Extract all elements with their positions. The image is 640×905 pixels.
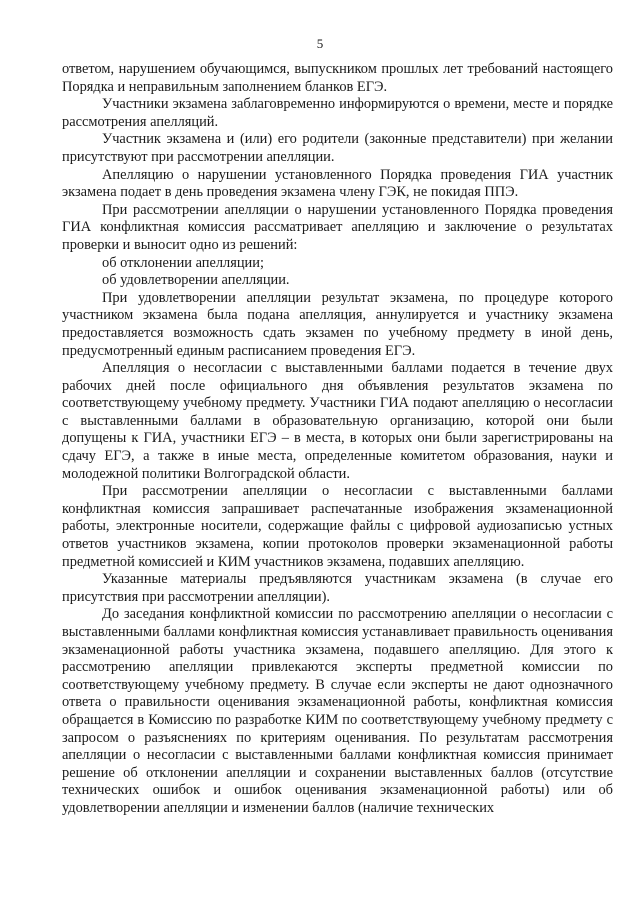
paragraph: При рассмотрении апелляции о несогласии с выставленными баллами конфликтная комиссия запрашивает распечатанные изображения экзаменационной работы, электронные носители, содержащие файлы с цифровой аудиозаписью устных ответов участников экзамена, копии протоколов проверки экзаменационной работы предметной комиссией и КИМ участников экзамена, подавших апелляцию. (62, 483, 613, 570)
decision-option: об удовлетворении апелляции. (102, 272, 290, 289)
paragraph: При рассмотрении апелляции о нарушении установленного Порядка проведения ГИА конфликтная комиссия рассматривает апелляцию и заключение о результатах проверки и выносит одно из решений: (62, 201, 613, 253)
paragraph: Участники экзамена заблаговременно информируются о времени, месте и порядке рассмотрения апелляций. (62, 96, 613, 130)
decision-option: об отклонении апелляции; (102, 254, 264, 271)
paragraph: Участник экзамена и (или) его родители (законные представители) при желании присутствуют при рассмотрении апелляции. (62, 131, 613, 165)
paragraph: Апелляция о несогласии с выставленными баллами подается в течение двух рабочих дней после официального дня объявления результатов экзамена по соответствующему учебному предмету. Участники ГИА подают апелляцию о несогласии с выставленными баллами в образовательную организацию, которой они были допущены к ГИА, участники ЕГЭ – в места, в которых они были зарегистрированы на сдачу ЕГЭ, а также в иные места, определенные комитетом образования, науки и молодежной политики Волгоградской области. (62, 360, 613, 482)
page-number: 5 (316, 36, 324, 51)
paragraph: ответом, нарушением обучающимся, выпускником прошлых лет требований настоящего Порядка и неправильным заполнением бланков ЕГЭ. (62, 61, 613, 95)
paragraph: Апелляцию о нарушении установленного Порядка проведения ГИА участник экзамена подает в день проведения экзамена члену ГЭК, не покидая ППЭ. (62, 166, 613, 201)
paragraph: При удовлетворении апелляции результат экзамена, по процедуре которого участником экзамена была подана апелляция, аннулируется и участнику экзамена предоставляется возможность сдать экзамен по учебному предмету в иной день, предусмотренный единым расписанием проведения ЕГЭ. (62, 289, 613, 359)
paragraph: Указанные материалы предъявляются участникам экзамена (в случае его присутствия при рассмотрении апелляции). (62, 571, 613, 605)
document-body (62, 61, 613, 818)
paragraph: До заседания конфликтной комиссии по рассмотрению апелляции о несогласии с выставленными баллами конфликтная комиссия устанавливает правильность оценивания экзаменационной работы участника экзамена, подавшего апелляцию. Для этого к рассмотрению апелляции привлекаются эксперты предметной комиссии по соответствующему учебному предмету. В случае если эксперты не дают однозначного ответа о правильности оценивания экзаменационной работы, конфликтная комиссия обращается в Комиссию по разработке КИМ по соответствующему учебному предмету с запросом о разъяснениях по критериям оценивания. По результатам рассмотрения апелляции о несогласии с выставленными баллами конфликтная комиссия принимает решение об отклонении апелляции и сохранении выставленных баллов (отсутствие технических ошибок и ошибок оценивания экзаменационной работы) или об удовлетворении апелляции и изменении баллов (наличие технических (62, 606, 613, 816)
